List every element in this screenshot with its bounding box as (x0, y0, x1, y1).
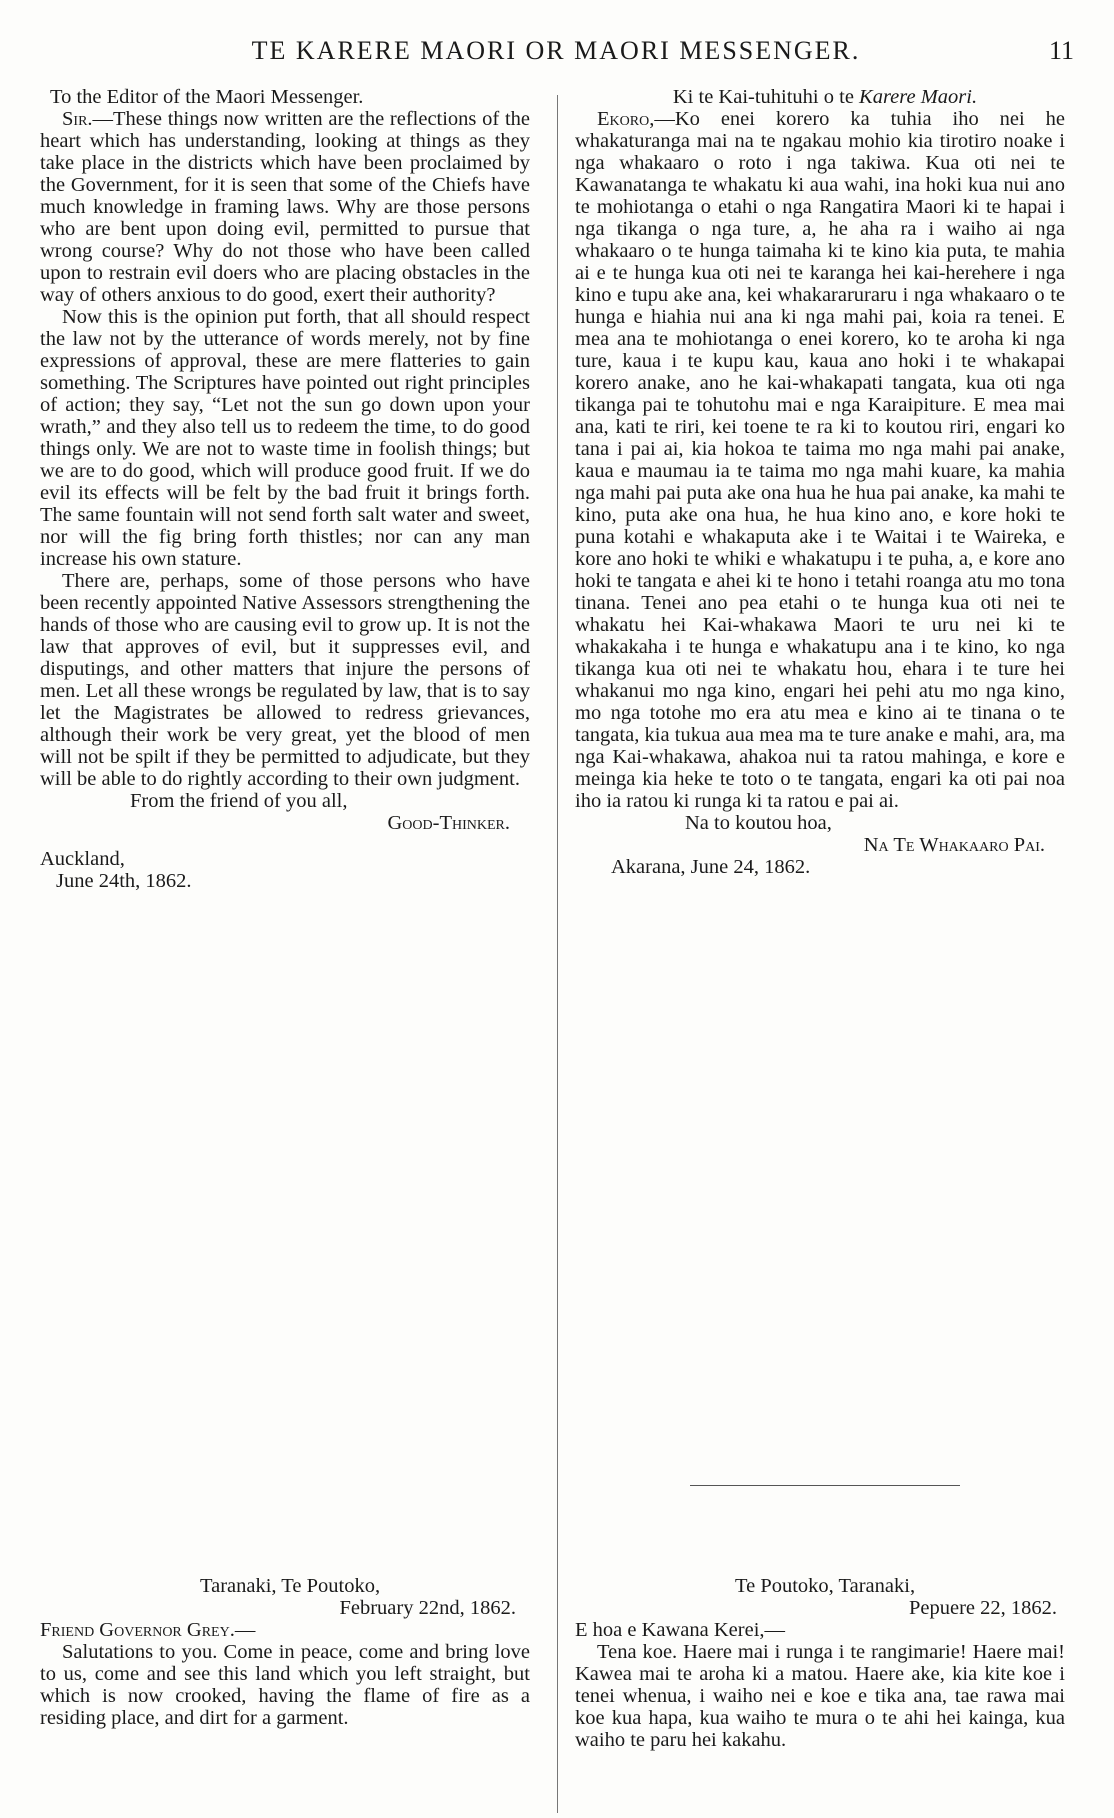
salutation: E hoa e Kawana Kerei,— (575, 1619, 786, 1641)
signature: Na Te Whakaaro Pai. (863, 834, 1045, 856)
letter-paragraph-3: There are, perhaps, some of those persons who have been recently appointed Native Assessors strengthening the hands of those who are causing evil to grow up. It is not the law that approves of evil, but it suppresses evil, and disputings, and other matters that injure the persons of men. Let all these wrongs be regulated by law, that is to say let the Magistrates be allowed to redress grievances, although their work be very great, yet the blood of men will not be spilt if they be permitted to adjudicate, but they will be able to do rightly according to their own judgment. (40, 570, 530, 790)
heading-prefix: Ki te Kai-tuhituhi o te (672, 86, 860, 108)
paragraph-text: —Ko enei korero ka tuhia iho nei he whakaturanga mai na te ngakau mohio kia tirotiro noake i nga whakaaro o roto i nga takiwa. Kua oti nei te Kawanatanga te whakatu ki aua wahi, ina hoki kua nui ano te mohiotanga o etahi o nga Rangatira Maori ki te hapai i nga tikanga o nga ture, a, he aha ra i waiho ai nga whakaaro o te hunga taimaha ki te kino kia puta, te mahia ai e te hunga kua oti nei te karanga hei kai-herehere i nga kino e tupu ake ana, kei whakararuraru i nga whakaaro o te hunga e hiahia nui ana ki nga mahi pai, koia ra tenei. E mea ana te mohiotanga o enei korero, ko te aroha ki nga ture, kaua i te kupu kau, kaua ano hoki i te whakapai korero anake, ano he kai-whakapati tangata, kua oti nga tikanga pai te tohutohu mai e nga Karaipiture. E mea mai ana, kati te riri, kei toene te ra ki to koutou riri, engari ko tana i pai ai, kia hokoa te taima mo nga mahi pai anake, kaua e maumau ia te taima mo nga mahi kuare, ka mahia nga mahi pai puta ake ona hua he hua pai anake, ka mahi te kino, puta ake ona hua, he hua kino ano, e kore hoki te puna kotahi e whakaputa ake i te Waitai i te Waireka, e kore ano hoki te whiki e whakatupu i te puha, a, e kore ano hoki te tangata e ahei ki te hono i tetahi roanga atu mo tona tinana. Tenei ano pea etahi o te hunga kua oti nei te whakatu hei Kai-whakawa Maori te uru nei ki te whakakaha i te hunga e whakatupu ana i te kino, ko nga tikanga kua oti nei te whakatu hou, ehara i te ture hei whakanui mo nga kino, engari hei pehi atu mo nga kino, mo nga totohe mo era atu mea e kino ai te tinana o te tangata, kia tukua aua mea ma te ture anake e mahi, ara, ma nga Kai-whakawa, ahakoa nui ta ratou mahinga, e kore e meinga kia heke te toto o te tangata, engari ka oti pai noa iho ia ratou ki runga ki ta ratou e pai ai. (575, 108, 1065, 812)
letter-maori-editor (575, 86, 1065, 878)
letter-heading (585, 86, 1065, 108)
letter-english-governor (40, 1575, 530, 1729)
column-divider (557, 95, 558, 1813)
salutation: Sir. (62, 108, 93, 130)
heading-italic: Karere Maori. (859, 86, 978, 108)
letter-english-editor (40, 86, 530, 892)
running-title: TE KARERE MAORI OR MAORI MESSENGER. (251, 36, 861, 65)
dateline: Akarana, June 24, 1862. (611, 856, 811, 878)
closing: Na to koutou hoa, (685, 812, 832, 834)
place: Taranaki, Te Poutoko, (200, 1575, 381, 1597)
letter-heading: To the Editor of the Maori Messenger. (50, 86, 364, 108)
page-number: 11 (1048, 36, 1074, 65)
paragraph-text: —These things now written are the reflections of the heart which has understanding, looking at things as they take place in the districts which have been proclaimed by the Government, for it is seen that some of the Chiefs have much knowledge in framing laws. Why are those persons who are bent upon doing evil, permitted to pursue that wrong course? Why do not those who have been called upon to restrain evil doers who are placing obstacles in the way of others anxious to do good, exert their authority? (40, 108, 530, 306)
signature: Good-Thinker. (387, 812, 510, 834)
letter-paragraph-1 (40, 108, 530, 306)
salutation: Ekoro, (597, 108, 655, 130)
letter-paragraph: Salutations to you. Come in peace, come and bring love to us, come and see this land which you left straight, but which is now crooked, having the flame of fire as a residing place, and dirt for a garment. (40, 1641, 530, 1729)
section-rule (690, 1485, 960, 1486)
date: February 22nd, 1862. (339, 1597, 516, 1619)
date: June 24th, 1862. (56, 870, 192, 892)
place: Auckland, (40, 848, 125, 870)
letter-maori-governor (575, 1575, 1065, 1751)
letter-paragraph-1 (575, 108, 1065, 812)
place: Te Poutoko, Taranaki, (735, 1575, 916, 1597)
salutation: Friend Governor Grey.— (40, 1619, 256, 1641)
letter-paragraph: Tena koe. Haere mai i runga i te rangimarie! Haere mai! Kawea mai te aroha ki a matou. Haere ake, kia kite koe i tenei whenua, i waiho nei e koe e tika ana, tae rawa mai koe kua hapa, kua waiho te mura o te ahi hei kainga, kua waiho te paru hei kakahu. (575, 1641, 1065, 1751)
closing: From the friend of you all, (130, 790, 348, 812)
letter-paragraph-2: Now this is the opinion put forth, that all should respect the law not by the utterance of words merely, not by fine expressions of approval, these are mere flatteries to gain something. The Scriptures have pointed out right principles of action; they say, “Let not the sun go down upon your wrath,” and they also tell us to redeem the time, to do good things only. We are not to waste time in foolish things; but we are to do good, which will produce good fruit. If we do evil its effects will be felt by the bad fruit it brings forth. The same fountain will not send forth salt water and sweet, nor will the fig bring forth thistles; nor can any man increase his own stature. (40, 306, 530, 570)
date: Pepuere 22, 1862. (908, 1597, 1057, 1619)
running-head (38, 36, 1074, 70)
